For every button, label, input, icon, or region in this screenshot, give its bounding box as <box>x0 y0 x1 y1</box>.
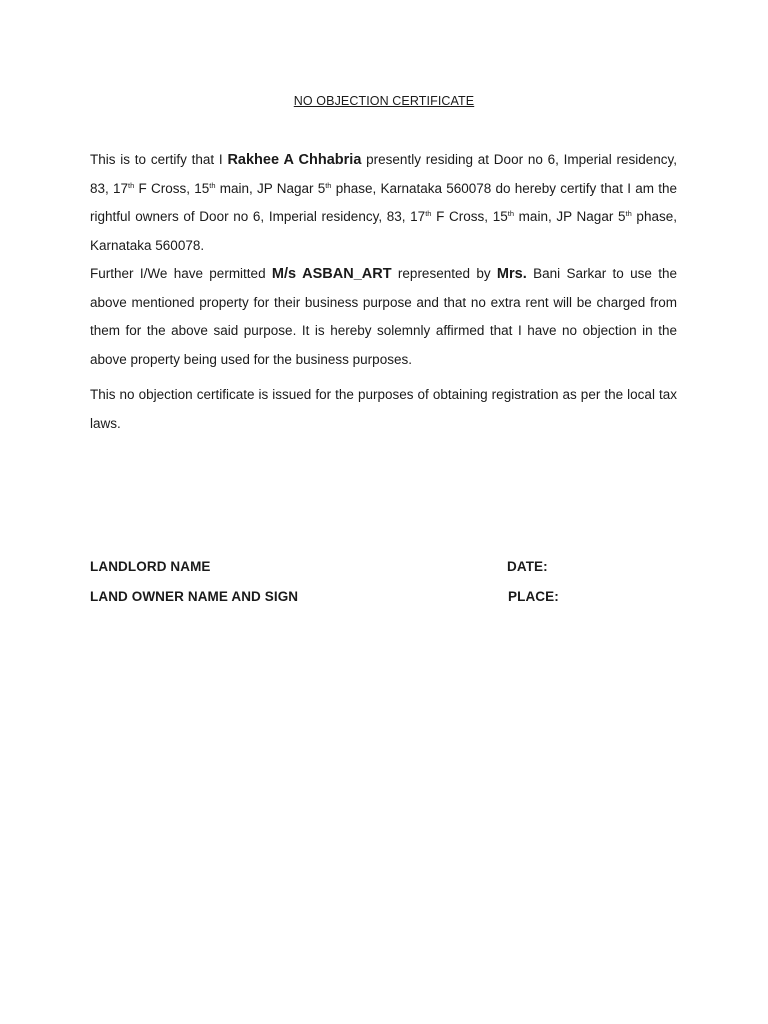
para1-text-3: F Cross, 15 <box>134 180 210 196</box>
para2-text-3: Bani Sarkar to use the above mentioned property for their business purpose and that no extra rent will be charged from them for the above said purpose. It is hereby solemnly affirmed that I have no objection in the above property being used for the business purposes. <box>90 266 678 367</box>
date-label: DATE: <box>507 559 548 574</box>
document-title: NO OBJECTION CERTIFICATE <box>293 94 475 108</box>
para1-text-2: presently residing at Door no 6, Imperial residency, 83, 17 <box>90 152 677 196</box>
para1-text-6: F Cross, 15 <box>431 209 508 224</box>
land-owner-sign-label: LAND OWNER NAME AND SIGN <box>90 589 299 604</box>
paragraph-permission <box>90 260 677 374</box>
ordinal-suffix: th <box>128 180 135 190</box>
para2-text-1: Further I/We have permitted <box>90 266 272 281</box>
ordinal-suffix: th <box>209 180 216 190</box>
honorific: Mrs. <box>496 266 527 282</box>
para1-text-8: phase, Karnataka 560078. <box>90 209 677 253</box>
para1-text-1: This is to certify that I <box>90 152 228 167</box>
paragraph-certify <box>90 146 677 260</box>
ordinal-suffix: th <box>325 180 332 190</box>
para2-text-2: represented by <box>391 266 497 281</box>
ordinal-suffix: th <box>425 209 432 218</box>
para1-text-4: main, JP Nagar 5 <box>215 180 326 196</box>
ordinal-suffix: th <box>625 209 632 218</box>
place-label: PLACE: <box>508 589 559 604</box>
company-name: M/s ASBAN_ART <box>271 266 392 282</box>
paragraph-purpose: This no objection certificate is issued for the purposes of obtaining registration as per the local tax laws. <box>90 387 677 431</box>
ordinal-suffix: th <box>507 209 515 218</box>
landlord-name-label: LANDLORD NAME <box>90 559 211 574</box>
owner-name: Rakhee A Chhabria <box>227 152 362 168</box>
para1-text-5: phase, Karnataka 560078 do hereby certify that I am the rightful owners of Door no 6, Imperial residency, 83, 17 <box>90 180 677 224</box>
certificate-body <box>90 146 677 438</box>
para1-text-7: main, JP Nagar 5 <box>514 209 626 224</box>
